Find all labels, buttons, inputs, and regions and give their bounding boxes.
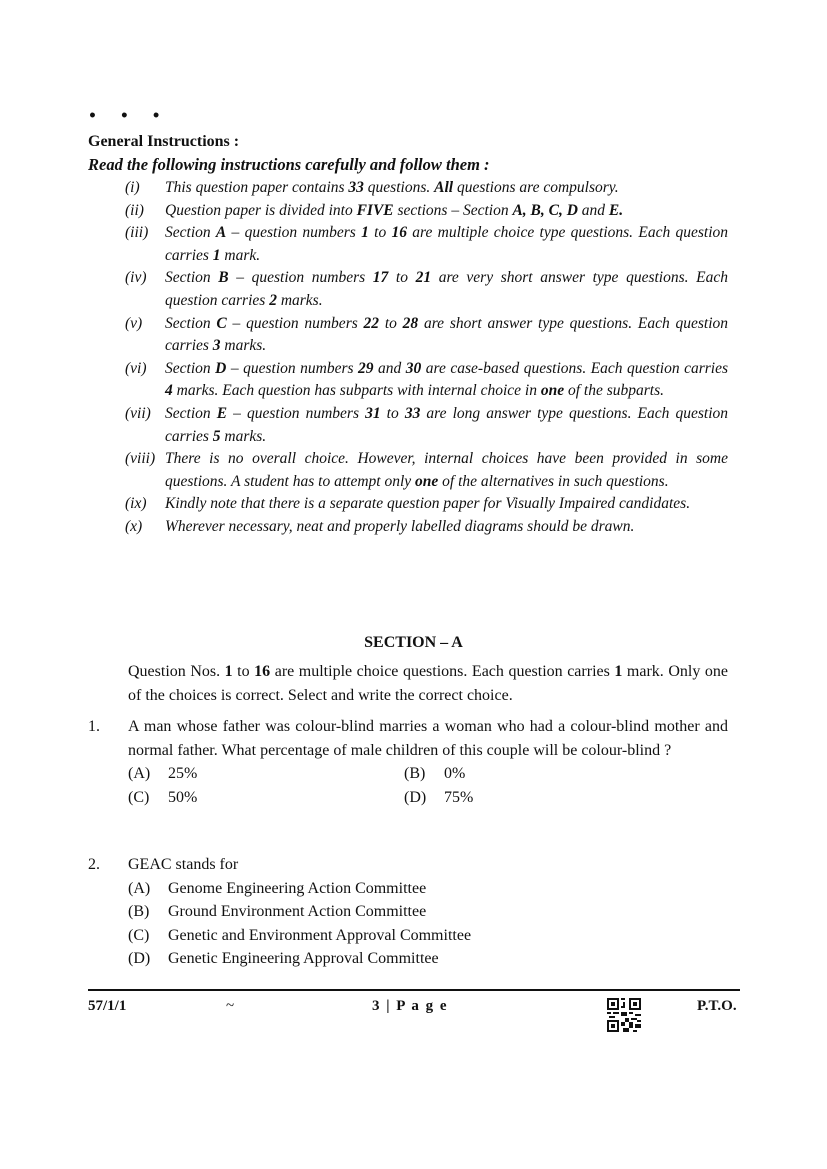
text-run: – question numbers [226, 359, 359, 377]
emphasis-text: 1 [224, 663, 233, 680]
text-run: are multiple choice type questions. Each question carries [165, 224, 729, 264]
text-run: questions. [363, 179, 435, 196]
text-run: Question paper is divided into [165, 201, 357, 219]
emphasis-text: D [215, 359, 227, 377]
option-d [128, 947, 728, 971]
instruction-item [125, 267, 728, 312]
option-text: Genome Engineering Action Committee [168, 879, 427, 897]
instruction-text [165, 267, 728, 312]
emphasis-text: 29 [358, 359, 374, 377]
text-run: to [232, 663, 255, 680]
text-run: marks. [220, 337, 267, 355]
text-run: marks. [276, 291, 323, 309]
emphasis-text: 2 [269, 291, 277, 309]
text-run: There is no overall choice. However, internal choices have been provided in some questions. A student has to attempt only [165, 450, 728, 490]
text-run: – question numbers [226, 224, 362, 242]
emphasis-text: E. [608, 201, 624, 219]
text-run: mark. [220, 246, 261, 264]
option-label: (D) [404, 788, 427, 806]
text-run: of the subparts. [564, 382, 665, 400]
question-number: 1. [88, 718, 100, 735]
text-run: are case-based questions. Each question carries [421, 359, 728, 377]
option-label: (C) [128, 926, 150, 944]
emphasis-text: A, B, C, D [512, 201, 578, 219]
text-run: questions are compulsory. [453, 179, 619, 196]
text-run: to [368, 224, 392, 242]
emphasis-text: one [540, 382, 565, 400]
instruction-item [125, 358, 728, 403]
page-number: 3 | P a g e [372, 998, 449, 1014]
question-text: A man whose father was colour-blind marries a woman who had a colour-blind mother and normal father. What percentage of male children of this couple will be colour-blind ? [128, 718, 728, 759]
text-run: – question numbers [227, 404, 366, 422]
instruction-item [125, 313, 728, 358]
option-label: (A) [128, 879, 151, 897]
emphasis-text: 33 [348, 179, 364, 196]
emphasis-text: 1 [361, 224, 369, 242]
text-run: to [388, 269, 416, 287]
emphasis-text: 30 [405, 359, 422, 377]
instruction-text [165, 358, 728, 403]
text-run: are long answer type questions. Each question carries [165, 404, 729, 445]
option-text: 50% [168, 788, 198, 806]
emphasis-text: FIVE [356, 201, 394, 219]
question-1 [88, 715, 728, 809]
instruction-item [125, 493, 728, 516]
emphasis-text: 33 [404, 404, 421, 422]
text-run: are multiple choice questions. Each question carries [270, 663, 615, 680]
text-run: to [379, 314, 403, 332]
qr-code-icon [607, 998, 641, 1032]
option-text: Genetic Engineering Approval Committee [168, 950, 439, 967]
instruction-item [125, 516, 728, 539]
instruction-text [165, 493, 728, 516]
emphasis-text: 4 [165, 382, 173, 400]
instruction-text [165, 313, 728, 358]
section-description [128, 660, 728, 708]
emphasis-text: A [215, 224, 227, 242]
option-text: 25% [168, 765, 198, 782]
option-label: (C) [128, 788, 150, 806]
options-list [128, 762, 728, 809]
instructions-subtitle: Read the following instructions carefully and follow them : [88, 155, 490, 174]
option-label: (B) [404, 765, 426, 782]
instruction-text [165, 448, 728, 493]
option-c [128, 924, 728, 948]
emphasis-text: one [415, 472, 439, 490]
option-d [404, 786, 680, 810]
text-run: are very short answer type questions. Each question carries [165, 269, 728, 309]
text-run: sections – Section [393, 201, 513, 219]
emphasis-text: 17 [372, 269, 389, 287]
instruction-item [125, 403, 728, 448]
emphasis-text: 31 [365, 404, 381, 422]
emphasis-text: 3 [212, 337, 221, 355]
option-text: Genetic and Environment Approval Committee [168, 926, 472, 944]
option-b [404, 762, 680, 786]
instruction-item [125, 448, 728, 493]
decorative-dots: • • • [88, 108, 170, 124]
emphasis-text: 16 [254, 663, 271, 680]
instruction-number: (vi) [125, 359, 147, 377]
paper-code: 57/1/1 [88, 998, 127, 1014]
instruction-text [165, 200, 728, 223]
emphasis-text: 1 [212, 246, 221, 264]
please-turn-over: P.T.O. [697, 998, 737, 1014]
instructions-list [125, 177, 728, 539]
instruction-text [165, 516, 728, 539]
text-run: to [380, 404, 405, 422]
instruction-item [125, 177, 728, 200]
question-2 [88, 853, 728, 971]
instruction-number: (ix) [125, 495, 147, 513]
emphasis-text: 28 [402, 314, 419, 332]
emphasis-text: E [216, 404, 228, 422]
text-run: Section [165, 224, 216, 242]
text-run: marks. Each question has subparts with internal choice in [172, 382, 541, 400]
text-run: Section [165, 314, 217, 332]
instruction-item [125, 200, 728, 223]
footer-divider [88, 989, 740, 991]
instruction-text [165, 222, 728, 267]
instruction-item [125, 222, 728, 267]
instruction-number: (iii) [125, 224, 149, 242]
text-run: Section [165, 269, 219, 287]
emphasis-text: 1 [614, 663, 623, 680]
section-title: SECTION – A [364, 634, 463, 651]
text-run: Section [165, 359, 216, 377]
option-c [128, 786, 404, 810]
emphasis-text: C [216, 314, 227, 332]
text-run: marks. [220, 427, 267, 445]
text-run: and [577, 201, 609, 219]
text-run: Question Nos. [128, 663, 225, 680]
option-label: (B) [128, 903, 150, 920]
option-label: (A) [128, 765, 151, 782]
option-text: Ground Environment Action Committee [168, 903, 427, 920]
instruction-number: (v) [125, 314, 143, 332]
text-run: Kindly note that there is a separate question paper for Visually Impaired candidates. [165, 495, 691, 513]
text-run: – question numbers [228, 269, 373, 287]
instruction-number: (i) [125, 179, 140, 196]
emphasis-text: All [434, 179, 454, 196]
text-run: This question paper contains [165, 179, 349, 196]
option-label: (D) [128, 950, 151, 967]
text-run: – question numbers [226, 314, 364, 332]
option-a [128, 877, 728, 901]
emphasis-text: 22 [363, 314, 380, 332]
emphasis-text: 5 [212, 427, 221, 445]
option-text: 75% [444, 788, 474, 806]
question-text: GEAC stands for [128, 856, 239, 873]
footer-tilde: ~ [226, 998, 235, 1014]
text-run: of the alternatives in such questions. [438, 472, 669, 490]
instruction-number: (ii) [125, 201, 144, 219]
text-run: and [373, 359, 406, 377]
instruction-number: (viii) [125, 450, 156, 468]
general-instructions-title: General Instructions : [88, 133, 240, 150]
instruction-number: (iv) [125, 269, 147, 287]
text-run: Wherever necessary, neat and properly labelled diagrams should be drawn. [165, 517, 635, 535]
option-a [128, 762, 404, 786]
instruction-number: (vii) [125, 404, 151, 422]
emphasis-text: 16 [391, 224, 408, 242]
instruction-text [165, 177, 728, 200]
instruction-number: (x) [125, 517, 143, 535]
option-b [128, 900, 728, 924]
instruction-text [165, 403, 728, 448]
text-run: mark. Only one of the choices is correct. Select and write the correct choice. [128, 663, 728, 704]
options-list [128, 877, 728, 971]
text-run: Section [165, 404, 217, 422]
emphasis-text: B [218, 269, 229, 287]
emphasis-text: 21 [415, 269, 432, 287]
question-number: 2. [88, 856, 100, 873]
option-text: 0% [444, 765, 466, 782]
text-run: are short answer type questions. Each question carries [165, 314, 728, 355]
